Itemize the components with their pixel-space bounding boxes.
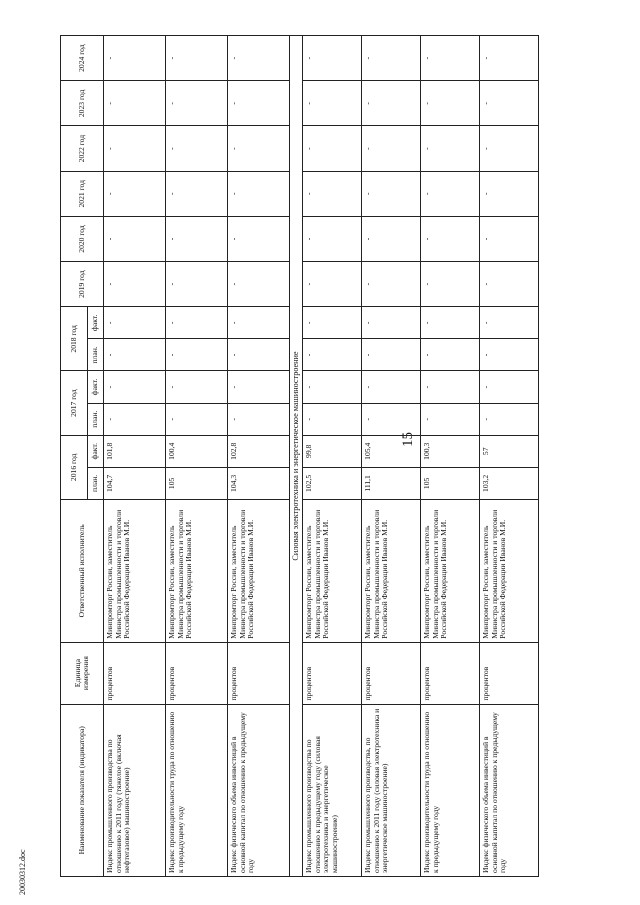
value-cell: - — [303, 403, 362, 435]
responsible-cell: Минпромторг России, заместитель Министра промышленности и торговли Российской Федерации Иванов М.И. — [228, 499, 290, 642]
value-cell: - — [362, 307, 421, 339]
header-year-2019: 2019 год — [61, 262, 104, 307]
value-cell: - — [228, 403, 290, 435]
value-cell: - — [362, 171, 421, 216]
header-2016-fact: факт. — [88, 435, 104, 467]
table-row — [362, 36, 421, 877]
value-cell: - — [104, 307, 166, 339]
indicator-cell: Индекс промышленного производства по отношению к предыдущему году (силовая электротехника и энергетическое машиностроение) — [303, 704, 362, 876]
value-cell: - — [166, 126, 228, 171]
value-cell: - — [480, 371, 539, 403]
header-unit: Единица измерения — [61, 642, 104, 704]
value-cell: - — [421, 36, 480, 81]
header-year-2021: 2021 год — [61, 171, 104, 216]
section-row — [290, 36, 303, 877]
header-year-2023: 2023 год — [61, 81, 104, 126]
table-row — [303, 36, 362, 877]
table-row — [228, 36, 290, 877]
value-cell: - — [421, 171, 480, 216]
value-cell: 105 — [166, 467, 228, 499]
value-cell: - — [303, 339, 362, 371]
value-cell: - — [228, 371, 290, 403]
value-cell: - — [228, 307, 290, 339]
value-cell: - — [104, 216, 166, 261]
value-cell: - — [166, 339, 228, 371]
header-year-2016: 2016 год — [61, 435, 88, 499]
value-cell: - — [362, 339, 421, 371]
indicator-cell: Индекс промышленного производства, по отношению к 2011 году (силовая электротехника и энергетическое машиностроение) — [362, 704, 421, 876]
header-responsible: Ответственный исполнитель — [61, 499, 104, 642]
unit-cell: процентов — [480, 642, 539, 704]
value-cell: - — [480, 171, 539, 216]
value-cell: 100,3 — [421, 435, 480, 467]
value-cell: - — [480, 403, 539, 435]
value-cell: 102,8 — [228, 435, 290, 467]
value-cell: - — [303, 36, 362, 81]
value-cell: - — [166, 403, 228, 435]
value-cell: - — [421, 216, 480, 261]
header-2016-plan: план. — [88, 467, 104, 499]
header-year-2024: 2024 год — [61, 36, 104, 81]
header-2018-fact: факт. — [88, 307, 104, 339]
header-2017-fact: факт. — [88, 371, 104, 403]
value-cell: - — [362, 216, 421, 261]
value-cell: - — [104, 371, 166, 403]
table-body — [104, 36, 539, 877]
header-year-2018: 2018 год — [61, 307, 88, 371]
unit-cell: процентов — [421, 642, 480, 704]
responsible-cell: Минпромторг России, заместитель Министра промышленности и торговли Российской Федерации Иванов М.И. — [480, 499, 539, 642]
value-cell: - — [228, 81, 290, 126]
value-cell: - — [303, 81, 362, 126]
value-cell: - — [104, 81, 166, 126]
responsible-cell: Минпромторг России, заместитель Министра промышленности и торговли Российской Федерации Иванов М.И. — [104, 499, 166, 642]
value-cell: - — [303, 126, 362, 171]
value-cell: - — [166, 36, 228, 81]
unit-cell: процентов — [228, 642, 290, 704]
value-cell: - — [362, 403, 421, 435]
value-cell: - — [480, 81, 539, 126]
unit-cell: процентов — [166, 642, 228, 704]
value-cell: - — [303, 371, 362, 403]
value-cell: - — [166, 307, 228, 339]
value-cell: - — [421, 339, 480, 371]
value-cell: - — [421, 126, 480, 171]
value-cell: - — [166, 81, 228, 126]
value-cell: - — [362, 262, 421, 307]
header-year-2020: 2020 год — [61, 216, 104, 261]
value-cell: - — [166, 371, 228, 403]
value-cell: 99,8 — [303, 435, 362, 467]
responsible-cell: Минпромторг России, заместитель Министра промышленности и торговли Российской Федерации Иванов М.И. — [166, 499, 228, 642]
indicator-cell: Индекс производительности труда по отношению к предыдущему году — [166, 704, 228, 876]
responsible-cell: Минпромторг России, заместитель Министра промышленности и торговли Российской Федерации Иванов М.И. — [303, 499, 362, 642]
header-2018-plan: план. — [88, 339, 104, 371]
header-year-2017: 2017 год — [61, 371, 88, 435]
table-row — [480, 36, 539, 877]
responsible-cell: Минпромторг России, заместитель Министра промышленности и торговли Российской Федерации Иванов М.И. — [362, 499, 421, 642]
value-cell: - — [421, 81, 480, 126]
table-row — [166, 36, 228, 877]
value-cell: - — [480, 262, 539, 307]
value-cell: 101,8 — [104, 435, 166, 467]
indicator-cell: Индекс физического объема инвестиций в основной капитал по отношению к предыдущему году — [480, 704, 539, 876]
table-row — [104, 36, 166, 877]
unit-cell: процентов — [303, 642, 362, 704]
value-cell: 102,5 — [303, 467, 362, 499]
value-cell: - — [480, 307, 539, 339]
value-cell: 104,7 — [104, 467, 166, 499]
value-cell: - — [421, 262, 480, 307]
value-cell: - — [362, 126, 421, 171]
rotated-page-content — [60, 35, 630, 877]
header-2017-plan: план. — [88, 403, 104, 435]
value-cell: - — [166, 216, 228, 261]
footer-filename: 20030312.doc — [18, 849, 27, 895]
value-cell: - — [303, 307, 362, 339]
value-cell: - — [480, 216, 539, 261]
section-title: Силовая электротехника и энергетическое машиностроение — [290, 36, 303, 877]
responsible-cell: Минпромторг России, заместитель Министра промышленности и торговли Российской Федерации Иванов М.И. — [421, 499, 480, 642]
value-cell: 57 — [480, 435, 539, 467]
value-cell: 100,4 — [166, 435, 228, 467]
value-cell: 111,1 — [362, 467, 421, 499]
value-cell: - — [362, 81, 421, 126]
value-cell: - — [480, 36, 539, 81]
unit-cell: процентов — [362, 642, 421, 704]
value-cell: - — [228, 171, 290, 216]
value-cell: - — [166, 262, 228, 307]
value-cell: 103,2 — [480, 467, 539, 499]
value-cell: - — [303, 171, 362, 216]
value-cell: - — [104, 36, 166, 81]
value-cell: - — [421, 307, 480, 339]
indicator-cell: Индекс производительности труда по отношению к предыдущему году — [421, 704, 480, 876]
value-cell: - — [228, 216, 290, 261]
unit-cell: процентов — [104, 642, 166, 704]
value-cell: - — [104, 171, 166, 216]
value-cell: 105,4 — [362, 435, 421, 467]
value-cell: - — [421, 371, 480, 403]
value-cell: - — [303, 216, 362, 261]
value-cell: - — [104, 339, 166, 371]
value-cell: - — [303, 262, 362, 307]
value-cell: - — [421, 403, 480, 435]
table-row — [421, 36, 480, 877]
value-cell: - — [104, 126, 166, 171]
indicators-table — [60, 35, 539, 877]
value-cell: - — [104, 403, 166, 435]
value-cell: - — [104, 262, 166, 307]
value-cell: - — [228, 339, 290, 371]
indicator-cell: Индекс промышленного производства по отношению к 2011 году (тяжелое (включая нефтегазовое) машиностроение) — [104, 704, 166, 876]
value-cell: - — [362, 371, 421, 403]
value-cell: 105 — [421, 467, 480, 499]
value-cell: - — [480, 339, 539, 371]
value-cell: - — [228, 126, 290, 171]
value-cell: - — [228, 262, 290, 307]
indicator-cell: Индекс физического объема инвестиций в основной капитал по отношению к предыдущему году — [228, 704, 290, 876]
header-year-2022: 2022 год — [61, 126, 104, 171]
value-cell: - — [362, 36, 421, 81]
value-cell: - — [166, 171, 228, 216]
table-header — [61, 36, 104, 877]
value-cell: 104,3 — [228, 467, 290, 499]
header-indicator: Наименование показателя (индикатора) — [61, 704, 104, 876]
value-cell: - — [228, 36, 290, 81]
page-number: 15 — [400, 432, 416, 447]
value-cell: - — [480, 126, 539, 171]
